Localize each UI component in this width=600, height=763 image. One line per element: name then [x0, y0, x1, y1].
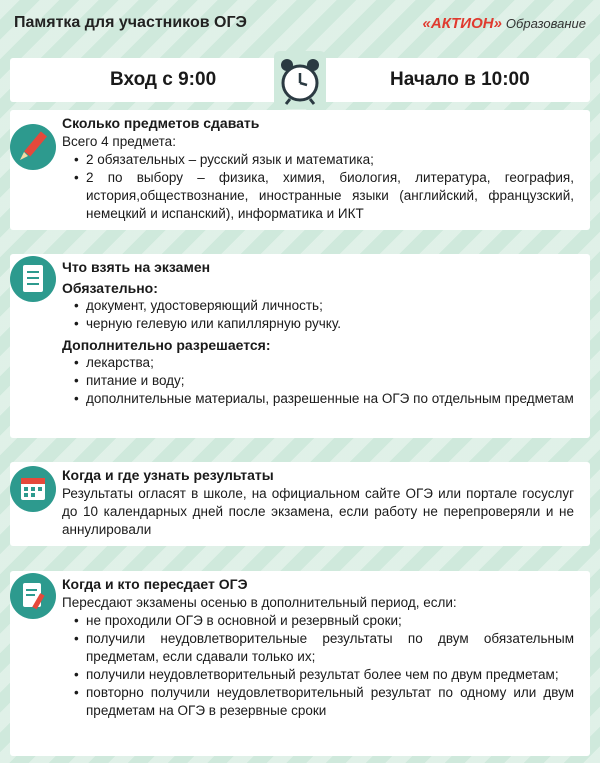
logo-sub-text: Образование [505, 15, 586, 31]
pencil-icon [10, 124, 56, 170]
section-text: Результаты огласят в школе, на официальном сайте ОГЭ или портале госуслуг до 10 календарных дней после экзамена, если работу не перепроверяли и не аннулировали [62, 486, 574, 537]
section-bring [10, 254, 590, 438]
list-item: • черную гелевую или капиллярную ручку. [74, 315, 574, 333]
section-subjects [10, 110, 590, 230]
list-item: • получили неудовлетворительный результат более чем по двум предметам; [74, 666, 574, 684]
required-list [62, 297, 574, 333]
required-title: Обязательно: [62, 280, 158, 296]
header [0, 0, 600, 46]
list-item: • не проходили ОГЭ в основной и резервный сроки; [74, 612, 574, 630]
section-title: Сколько предметов сдавать [62, 115, 260, 131]
logo-brand-text: «АКТИОН» [422, 14, 502, 32]
list-item: • 2 по выбору – физика, химия, биология, литература, география, история,обществознание, иностранные языки (английский, французский, немецкий и испанский), информатика и ИКТ [74, 169, 574, 223]
checklist-icon [10, 256, 56, 302]
allowed-title: Дополнительно разрешается: [62, 337, 271, 353]
list-item: • дополнительные материалы, разрешенные на ОГЭ по отдельным предметам [74, 390, 574, 408]
section-title: Когда и кто пересдает ОГЭ [62, 576, 248, 592]
list-item: • повторно получили неудовлетворительный результат по одному или двум предметам на ОГЭ в резервные сроки [74, 684, 574, 720]
calendar-icon [10, 466, 56, 512]
allowed-list [62, 354, 574, 408]
page-title: Памятка для участников ОГЭ [14, 14, 247, 31]
list-item: • питание и воду; [74, 372, 574, 390]
start-time: Начало в 10:00 [390, 69, 530, 90]
section-intro: Пересдают экзамены осенью в дополнительный период, если: [62, 595, 457, 610]
list-item: • документ, удостоверяющий личность; [74, 297, 574, 315]
section-results [10, 462, 590, 546]
section-title: Когда и где узнать результаты [62, 467, 274, 483]
list-item: • получили неудовлетворительные результаты по двум обязательным предметам, если сдавали только их; [74, 630, 574, 666]
section-retake [10, 571, 590, 756]
alarm-clock-icon [274, 51, 326, 109]
retake-list [62, 612, 574, 720]
section-title: Что взять на экзамен [62, 259, 211, 275]
list-item: • 2 обязательных – русский язык и математика; [74, 151, 574, 169]
subjects-list [62, 151, 574, 223]
brand-logo [423, 15, 586, 32]
document-edit-icon [10, 573, 56, 619]
list-item: • лекарства; [74, 354, 574, 372]
entry-time: Вход с 9:00 [110, 69, 217, 90]
section-intro: Всего 4 предмета: [62, 134, 176, 149]
